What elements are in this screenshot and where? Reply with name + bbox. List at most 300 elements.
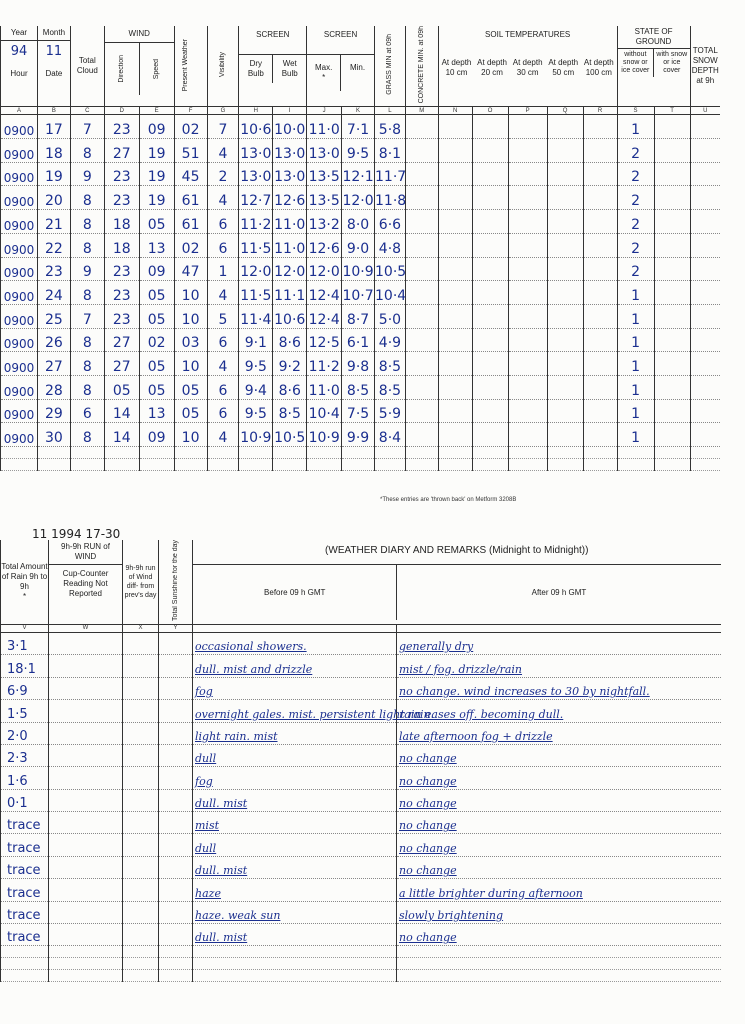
- max-temp-cell: 12·4: [307, 281, 342, 305]
- empty-cell: [508, 233, 547, 257]
- run-diff-cell: [123, 834, 159, 856]
- present-weather-cell: 47: [174, 257, 207, 281]
- empty-cell: [654, 459, 690, 471]
- empty-cell: [583, 186, 617, 210]
- wet-bulb-cell: 11·0: [273, 210, 307, 234]
- empty-cell: [438, 304, 472, 328]
- direction-label: Direction: [117, 55, 125, 83]
- empty-cell: [472, 352, 508, 376]
- hour-cell: 0900: [1, 162, 38, 186]
- remark-before-cell: [193, 812, 397, 834]
- run-diff-cell: [123, 744, 159, 766]
- soil-depth-10cm: At depth 10 cm: [441, 58, 472, 77]
- empty-cell: [690, 162, 720, 186]
- observation-row: [1, 281, 721, 305]
- run-of-wind-header: [49, 540, 123, 624]
- state-ground-cell: 1: [617, 423, 654, 447]
- wind-speed-cell: 05: [139, 281, 174, 305]
- grass-min-header: GRASS MIN at 09h: [375, 26, 406, 107]
- visibility-cell: 6: [207, 233, 239, 257]
- empty-cell: [438, 447, 472, 459]
- run-diff-cell: [123, 789, 159, 811]
- remark-after-cell: [397, 700, 721, 722]
- observation-row: [1, 375, 721, 399]
- remark-before-cell: [193, 632, 397, 654]
- max-temp-cell: 10·4: [307, 399, 342, 423]
- state-ground-cell: 1: [617, 281, 654, 305]
- visibility-cell: 4: [207, 352, 239, 376]
- run-diff-cell: [123, 924, 159, 946]
- run-cell: [49, 744, 123, 766]
- wet-bulb-cell: 10·0: [273, 115, 307, 139]
- empty-cell: [1, 447, 38, 459]
- date-cell: 19: [37, 162, 70, 186]
- remark-before-cell: [193, 767, 397, 789]
- soil-depth-100cm: At depth 100 cm: [583, 58, 614, 77]
- empty-cell: [405, 459, 438, 471]
- remark-before-text: dull. mist: [195, 931, 248, 945]
- empty-cell: [508, 115, 547, 139]
- rain-cell: trace: [1, 924, 49, 946]
- dry-bulb-cell: 9·5: [239, 399, 273, 423]
- remark-before-text: light rain. mist: [195, 729, 278, 743]
- run-diff-cell: [123, 677, 159, 699]
- visibility-cell: 1: [207, 257, 239, 281]
- empty-cell: [654, 328, 690, 352]
- empty-cell: [654, 352, 690, 376]
- empty-cell: [104, 447, 139, 459]
- observation-row: [1, 162, 721, 186]
- wet-bulb-cell: 8·6: [273, 328, 307, 352]
- empty-cell: [508, 210, 547, 234]
- rain-cell: 1·6: [1, 767, 49, 789]
- empty-cell: [174, 447, 207, 459]
- wind-direction-cell: 14: [104, 423, 139, 447]
- remark-after-text: generally dry: [399, 640, 474, 654]
- empty-cell: [583, 139, 617, 163]
- remark-after-cell: [397, 722, 721, 744]
- max-label: Max.: [314, 63, 333, 72]
- empty-cell: [583, 375, 617, 399]
- dry-bulb-cell: 11·4: [239, 304, 273, 328]
- wind-direction-cell: 23: [104, 115, 139, 139]
- empty-cell: [405, 352, 438, 376]
- empty-cell: [438, 281, 472, 305]
- remark-after-text: no change: [399, 864, 457, 878]
- wet-bulb-cell: 12·6: [273, 186, 307, 210]
- remark-after-text: no change: [399, 931, 457, 945]
- date-stamp: 11 1994 17-30: [32, 527, 121, 541]
- empty-cell: [405, 115, 438, 139]
- remark-after-cell: [397, 632, 721, 654]
- min-temp-cell: 8·0: [342, 210, 375, 234]
- wind-speed-cell: 09: [139, 115, 174, 139]
- rain-cell: 2·3: [1, 744, 49, 766]
- empty-cell: [690, 257, 720, 281]
- grass-min-cell: 4·9: [375, 328, 406, 352]
- sunshine-cell: [159, 722, 193, 744]
- diary-row: [1, 655, 721, 677]
- empty-cell: [472, 399, 508, 423]
- empty-cell: [438, 459, 472, 471]
- min-temp-cell: 10·9: [342, 257, 375, 281]
- soil-depth-50cm: At depth 50 cm: [548, 58, 579, 77]
- empty-cell: [405, 186, 438, 210]
- grass-min-cell: 8·1: [375, 139, 406, 163]
- diary-row: [1, 856, 721, 878]
- empty-cell: [405, 233, 438, 257]
- empty-cell: [508, 352, 547, 376]
- empty-cell: [472, 281, 508, 305]
- visibility-header: Visibility: [207, 26, 239, 107]
- run-cell: [49, 722, 123, 744]
- wet-bulb-cell: 12·0: [273, 257, 307, 281]
- empty-cell: [438, 115, 472, 139]
- date-cell: 21: [37, 210, 70, 234]
- rain-cell: 2·0: [1, 722, 49, 744]
- empty-cell: [583, 162, 617, 186]
- empty-cell: [547, 139, 583, 163]
- empty-cell: [1, 946, 49, 958]
- wind-direction-cell: 23: [104, 162, 139, 186]
- date-cell: 23: [37, 257, 70, 281]
- empty-cell: [617, 447, 654, 459]
- col-letter: X: [123, 624, 159, 632]
- empty-cell: [547, 210, 583, 234]
- empty-cell: [438, 328, 472, 352]
- empty-cell: [472, 139, 508, 163]
- present-weather-cell: 02: [174, 233, 207, 257]
- wet-bulb-label: Wet Bulb: [281, 59, 298, 78]
- empty-cell: [438, 210, 472, 234]
- max-temp-cell: 12·4: [307, 304, 342, 328]
- date-cell: 28: [37, 375, 70, 399]
- visibility-cell: 6: [207, 210, 239, 234]
- run-diff-cell: [123, 655, 159, 677]
- col-letter: U: [690, 107, 720, 115]
- grass-min-cell: 11·7: [375, 162, 406, 186]
- after-09-label: After 09 h GMT: [531, 587, 587, 597]
- empty-cell: [472, 304, 508, 328]
- rain-cell: 3·1: [1, 632, 49, 654]
- soil-temps-label: SOIL TEMPERATURES: [485, 30, 571, 39]
- year-month-hour-header: [1, 26, 38, 107]
- run-diff-cell: [123, 722, 159, 744]
- empty-cell: [405, 328, 438, 352]
- present-weather-cell: 61: [174, 210, 207, 234]
- rain-cell: trace: [1, 812, 49, 834]
- observation-row: [1, 304, 721, 328]
- remark-after-text: no change: [399, 797, 457, 811]
- wet-bulb-cell: 8·6: [273, 375, 307, 399]
- rain-star: *: [22, 591, 27, 601]
- empty-cell: [104, 459, 139, 471]
- run-diff-cell: [123, 767, 159, 789]
- state-ground-cell: 2: [617, 210, 654, 234]
- without-snow-label: without snow or ice cover: [618, 49, 654, 77]
- grass-min-cell: 11·8: [375, 186, 406, 210]
- empty-cell: [438, 375, 472, 399]
- wind-direction-cell: 27: [104, 352, 139, 376]
- empty-cell: [508, 375, 547, 399]
- max-temp-cell: 13·0: [307, 139, 342, 163]
- remark-after-text: a little brighter during afternoon: [399, 886, 583, 900]
- wet-bulb-cell: 8·5: [273, 399, 307, 423]
- empty-cell: [397, 946, 721, 958]
- soil-depth-20cm: At depth 20 cm: [477, 58, 507, 77]
- empty-cell: [1, 958, 49, 970]
- max-temp-cell: 11·0: [307, 375, 342, 399]
- empty-cell: [547, 447, 583, 459]
- date-cell: 17: [37, 115, 70, 139]
- empty-cell: [690, 375, 720, 399]
- weather-diary-sheet: [0, 540, 720, 1024]
- remark-before-text: dull. mist: [195, 797, 248, 811]
- dry-bulb-cell: 12·0: [239, 257, 273, 281]
- min-temp-cell: 8·7: [342, 304, 375, 328]
- observation-row: [1, 186, 721, 210]
- empty-cell: [690, 423, 720, 447]
- remark-before-cell: [193, 834, 397, 856]
- state-ground-cell: 2: [617, 257, 654, 281]
- sunshine-cell: [159, 632, 193, 654]
- screen-label: SCREEN: [239, 26, 306, 55]
- remark-after-text: mist / fog. drizzle/rain: [399, 662, 523, 676]
- empty-cell: [405, 399, 438, 423]
- visibility-cell: 4: [207, 139, 239, 163]
- min-temp-cell: 7·5: [342, 399, 375, 423]
- wind-direction-cell: 05: [104, 375, 139, 399]
- date-cell: 18: [37, 139, 70, 163]
- date-cell: 20: [37, 186, 70, 210]
- empty-cell: [472, 375, 508, 399]
- diary-row: [1, 924, 721, 946]
- diary-row: [1, 632, 721, 654]
- remark-after-text: no change. wind increases to 30 by nightfall.: [399, 685, 650, 699]
- sunshine-cell: [159, 677, 193, 699]
- empty-cell: [49, 970, 123, 982]
- sunshine-cell: [159, 744, 193, 766]
- present-weather-header: Present Weather: [174, 26, 207, 107]
- empty-cell: [583, 423, 617, 447]
- date-cell: 30: [37, 423, 70, 447]
- sunshine-cell: [159, 901, 193, 923]
- remark-after-cell: [397, 856, 721, 878]
- before-09-label: Before 09 h GMT: [193, 565, 397, 620]
- run-cell: [49, 677, 123, 699]
- empty-cell: [375, 459, 406, 471]
- sunshine-cell: [159, 767, 193, 789]
- wet-bulb-cell: 10·6: [273, 304, 307, 328]
- dry-bulb-cell: 10·9: [239, 423, 273, 447]
- diary-row: [1, 789, 721, 811]
- observation-row: [1, 139, 721, 163]
- remark-before-text: mist: [195, 819, 220, 833]
- empty-cell: [342, 459, 375, 471]
- rain-cell: 18·1: [1, 655, 49, 677]
- state-ground-cell: 2: [617, 186, 654, 210]
- hour-cell: 0900: [1, 210, 38, 234]
- empty-cell: [405, 281, 438, 305]
- observation-row: [1, 328, 721, 352]
- max-temp-cell: 13·2: [307, 210, 342, 234]
- cloud-cell: 8: [70, 423, 104, 447]
- empty-cell: [617, 459, 654, 471]
- date-cell: 22: [37, 233, 70, 257]
- empty-cell: [654, 233, 690, 257]
- empty-cell: [508, 447, 547, 459]
- date-label: Date: [45, 69, 63, 78]
- run-diff-cell: [123, 632, 159, 654]
- empty-cell: [508, 328, 547, 352]
- remark-after-text: rain eases off. becoming dull.: [399, 707, 564, 721]
- remark-before-text: haze. weak sun: [195, 909, 281, 923]
- remark-after-text: no change: [399, 819, 457, 833]
- remark-before-cell: [193, 744, 397, 766]
- empty-cell: [690, 328, 720, 352]
- col-letter: B: [37, 107, 70, 115]
- run-cell: [49, 767, 123, 789]
- empty-cell: [472, 186, 508, 210]
- state-ground-cell: 1: [617, 328, 654, 352]
- empty-cell: [690, 115, 720, 139]
- total-cloud-header: Total Cloud: [70, 26, 104, 107]
- remark-before-cell: [193, 789, 397, 811]
- grass-min-cell: 10·4: [375, 281, 406, 305]
- run-diff-header: 9h-9h run of Wind diff- from prev's day: [123, 540, 159, 624]
- rain-cell: trace: [1, 856, 49, 878]
- state-ground-cell: 1: [617, 115, 654, 139]
- empty-cell: [547, 328, 583, 352]
- empty-cell: [405, 162, 438, 186]
- remark-before-text: overnight gales. mist. persistent light rain.: [195, 707, 435, 721]
- visibility-cell: 2: [207, 162, 239, 186]
- month-value: 11: [45, 44, 63, 59]
- empty-cell: [472, 257, 508, 281]
- wind-speed-cell: 02: [139, 328, 174, 352]
- column-letters-row: [1, 107, 721, 115]
- blank-row: [1, 958, 721, 970]
- present-weather-cell: 03: [174, 328, 207, 352]
- footnote: *These entries are 'thrown back' on Metform 3208B: [380, 497, 517, 503]
- empty-cell: [547, 257, 583, 281]
- rain-cell: trace: [1, 834, 49, 856]
- dry-bulb-cell: 9·1: [239, 328, 273, 352]
- col-letter: G: [207, 107, 239, 115]
- col-letter: O: [472, 107, 508, 115]
- empty-cell: [547, 115, 583, 139]
- max-star: *: [322, 73, 326, 82]
- empty-cell: [690, 352, 720, 376]
- sunshine-cell: [159, 700, 193, 722]
- empty-cell: [690, 459, 720, 471]
- empty-cell: [37, 459, 70, 471]
- dry-bulb-cell: 9·5: [239, 352, 273, 376]
- run-diff-cell: [123, 879, 159, 901]
- cloud-cell: 8: [70, 375, 104, 399]
- cloud-cell: 6: [70, 399, 104, 423]
- max-temp-cell: 13·5: [307, 186, 342, 210]
- empty-cell: [193, 970, 397, 982]
- observation-row: [1, 352, 721, 376]
- state-ground-cell: 2: [617, 162, 654, 186]
- min-label: Min.: [349, 63, 366, 72]
- max-temp-cell: 12·6: [307, 233, 342, 257]
- visibility-cell: 7: [207, 115, 239, 139]
- empty-cell: [405, 257, 438, 281]
- sunshine-cell: [159, 655, 193, 677]
- empty-cell: [583, 257, 617, 281]
- grass-min-cell: 5·8: [375, 115, 406, 139]
- diary-row: [1, 700, 721, 722]
- run-cell: [49, 924, 123, 946]
- empty-cell: [654, 210, 690, 234]
- empty-cell: [547, 399, 583, 423]
- blank-row: [1, 946, 721, 958]
- screen-label-2: SCREEN: [307, 26, 374, 55]
- empty-cell: [654, 115, 690, 139]
- wind-direction-cell: 23: [104, 304, 139, 328]
- remark-after-cell: [397, 924, 721, 946]
- max-temp-cell: 10·9: [307, 423, 342, 447]
- state-ground-cell: 1: [617, 399, 654, 423]
- wet-bulb-cell: 9·2: [273, 352, 307, 376]
- present-weather-cell: 05: [174, 399, 207, 423]
- month-label: Month: [38, 26, 70, 41]
- empty-cell: [438, 257, 472, 281]
- soil-temps-header: [438, 26, 617, 107]
- dry-bulb-cell: 11·2: [239, 210, 273, 234]
- empty-cell: [472, 162, 508, 186]
- col-letter: L: [375, 107, 406, 115]
- empty-cell: [397, 958, 721, 970]
- col-letter: A: [1, 107, 38, 115]
- remark-before-cell: [193, 677, 397, 699]
- hour-cell: 0900: [1, 304, 38, 328]
- with-snow-label: with snow or ice cover: [656, 51, 688, 74]
- empty-cell: [472, 328, 508, 352]
- empty-cell: [123, 958, 159, 970]
- present-weather-cell: 10: [174, 423, 207, 447]
- sunshine-cell: [159, 879, 193, 901]
- empty-cell: [174, 459, 207, 471]
- grass-min-cell: 10·5: [375, 257, 406, 281]
- empty-cell: [438, 352, 472, 376]
- empty-cell: [70, 447, 104, 459]
- empty-cell: [123, 946, 159, 958]
- col-letter: N: [438, 107, 472, 115]
- empty-cell: [654, 186, 690, 210]
- dry-bulb-label: Dry Bulb: [239, 55, 273, 83]
- run-title-label: 9h-9h RUN of WIND: [49, 540, 122, 565]
- date-cell: 24: [37, 281, 70, 305]
- empty-cell: [405, 447, 438, 459]
- dry-bulb-cell: 13·0: [239, 162, 273, 186]
- hour-cell: 0900: [1, 139, 38, 163]
- empty-cell: [239, 459, 273, 471]
- visibility-cell: 4: [207, 281, 239, 305]
- empty-cell: [654, 447, 690, 459]
- observation-row: [1, 210, 721, 234]
- cloud-cell: 9: [70, 257, 104, 281]
- run-cell: [49, 856, 123, 878]
- empty-cell: [438, 399, 472, 423]
- empty-cell: [690, 210, 720, 234]
- rain-cell: 0·1: [1, 789, 49, 811]
- empty-cell: [508, 186, 547, 210]
- empty-cell: [654, 304, 690, 328]
- empty-cell: [508, 162, 547, 186]
